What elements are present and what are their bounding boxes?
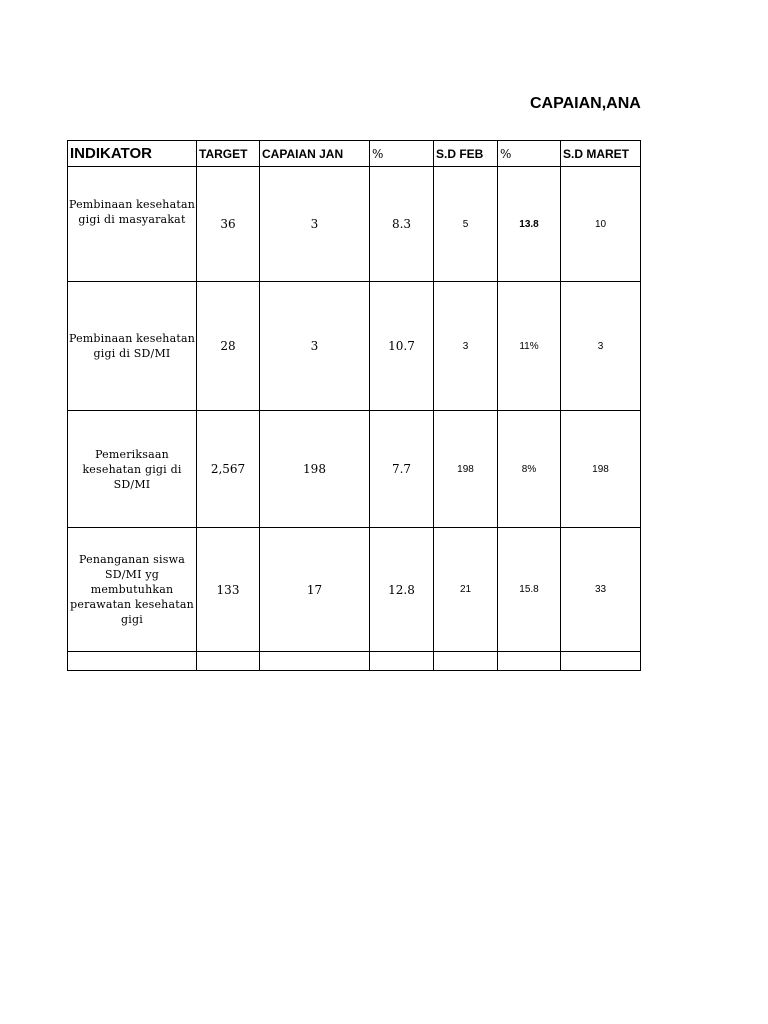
capaian-jan-cell: 3 [260, 167, 370, 282]
header-sd-maret: S.D MARET [561, 141, 641, 167]
percent-jan-cell: 12.8 [370, 528, 434, 652]
percent-feb-cell: 13.8 [498, 167, 561, 282]
empty-cell [434, 652, 498, 671]
target-cell: 36 [197, 167, 260, 282]
header-capaian-jan: CAPAIAN JAN [260, 141, 370, 167]
target-cell: 28 [197, 282, 260, 411]
empty-cell [370, 652, 434, 671]
sd-maret-cell: 10 [561, 167, 641, 282]
empty-cell [197, 652, 260, 671]
percent-feb-cell: 8% [498, 411, 561, 528]
table-header-row [68, 141, 641, 167]
capaian-jan-cell: 3 [260, 282, 370, 411]
table-row [68, 528, 641, 652]
target-cell: 2,567 [197, 411, 260, 528]
empty-cell [68, 652, 197, 671]
percent-feb-cell: 15.8 [498, 528, 561, 652]
header-percent-feb: % [498, 141, 561, 167]
sd-feb-cell: 21 [434, 528, 498, 652]
sd-maret-cell: 198 [561, 411, 641, 528]
sd-maret-cell: 3 [561, 282, 641, 411]
table-row [68, 411, 641, 528]
table-row [68, 282, 641, 411]
sd-feb-cell: 198 [434, 411, 498, 528]
empty-row [68, 652, 641, 671]
empty-cell [561, 652, 641, 671]
percent-jan-cell: 8.3 [370, 167, 434, 282]
header-percent-jan: % [370, 141, 434, 167]
indikator-cell: Pembinaan kesehatan gigi di SD/MI [68, 282, 197, 411]
sd-feb-cell: 3 [434, 282, 498, 411]
empty-cell [498, 652, 561, 671]
page-title: CAPAIAN,ANA [530, 95, 641, 112]
indikator-cell: Pemeriksaan kesehatan gigi di SD/MI [68, 411, 197, 528]
percent-feb-cell: 11% [498, 282, 561, 411]
capaian-jan-cell: 17 [260, 528, 370, 652]
table-row [68, 167, 641, 282]
percent-jan-cell: 10.7 [370, 282, 434, 411]
header-sd-feb: S.D FEB [434, 141, 498, 167]
indikator-cell: Penanganan siswa SD/MI yg membutuhkan perawatan kesehatan gigi [68, 528, 197, 652]
indicator-table [67, 140, 641, 671]
indikator-cell: Pembinaan kesehatan gigi di masyarakat [68, 167, 197, 282]
percent-jan-cell: 7.7 [370, 411, 434, 528]
header-target: TARGET [197, 141, 260, 167]
capaian-jan-cell: 198 [260, 411, 370, 528]
sd-feb-cell: 5 [434, 167, 498, 282]
target-cell: 133 [197, 528, 260, 652]
empty-cell [260, 652, 370, 671]
header-indikator: INDIKATOR [68, 141, 197, 167]
sd-maret-cell: 33 [561, 528, 641, 652]
